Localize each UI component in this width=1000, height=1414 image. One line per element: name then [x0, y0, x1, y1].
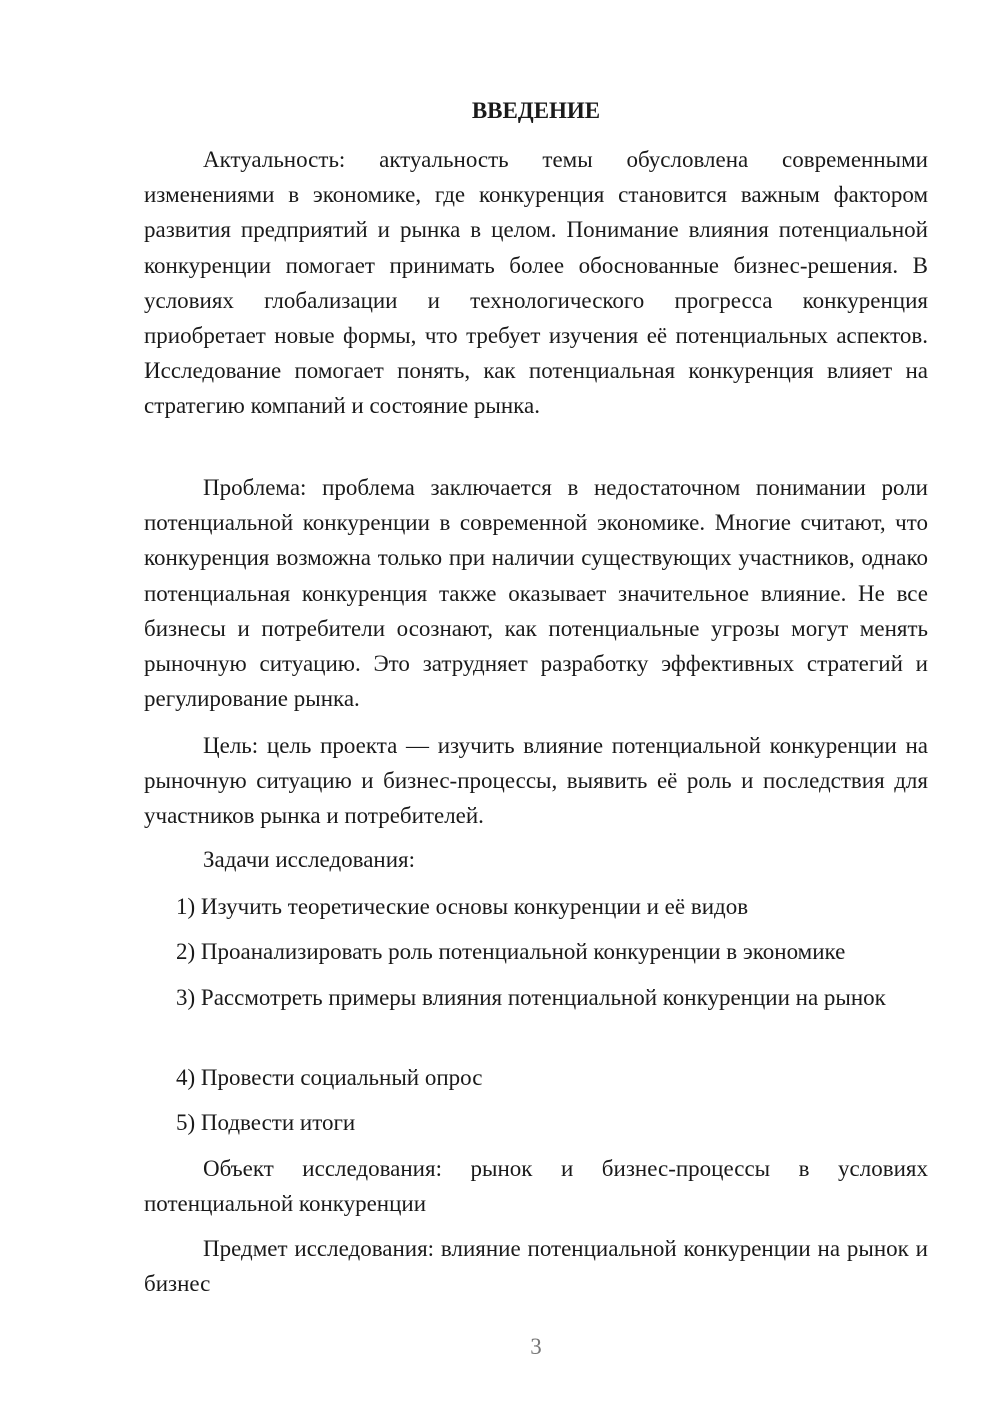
task-item-3: 3) Рассмотреть примеры влияния потенциальной конкуренции на рынок: [176, 985, 886, 1010]
problem-paragraph: Проблема: проблема заключается в недостаточном понимании роли потенциальной конкуренции в современной экономике. Многие считают, что конкуренция возможна только при наличии существующих участников, однако потенциальная конкуренция также оказывает значительное влияние. Не все бизнесы и потребители осознают, как потенциальные угрозы могут менять рыночную ситуацию. Это затрудняет разработку эффективных стратегий и регулирование рынка.: [144, 475, 928, 712]
page-title: ВВЕДЕНИЕ: [471, 98, 601, 123]
page-number: 3: [530, 1334, 542, 1359]
task-item-2: 2) Проанализировать роль потенциальной конкуренции в экономике: [176, 939, 846, 964]
task-item-5: 5) Подвести итоги: [176, 1110, 356, 1135]
object-paragraph: Объект исследования: рынок и бизнес-процессы в условиях потенциальной конкуренции: [144, 1156, 928, 1217]
subject-paragraph: Предмет исследования: влияние потенциальной конкуренции на рынок и бизнес: [144, 1236, 928, 1297]
tasks-heading: Задачи исследования:: [203, 847, 416, 872]
goal-paragraph: Цель: цель проекта — изучить влияние потенциальной конкуренции на рыночную ситуацию и бизнес-процессы, выявить её роль и последствия для участников рынка и потребителей.: [144, 733, 928, 829]
task-item-1: 1) Изучить теоретические основы конкуренции и её видов: [176, 894, 749, 919]
relevance-paragraph: Актуальность: актуальность темы обусловлена современными изменениями в экономике, где конкуренция становится важным фактором развития предприятий и рынка в целом. Понимание влияния потенциальной конкуренции помогает принимать более обоснованные бизнес-решения. В условиях глобализации и технологического прогресса конкуренция приобретает новые формы, что требует изучения её потенциальных аспектов. Исследование помогает понять, как потенциальная конкуренция влияет на стратегию компаний и состояние рынка.: [144, 147, 928, 419]
task-item-4: 4) Провести социальный опрос: [176, 1065, 483, 1090]
